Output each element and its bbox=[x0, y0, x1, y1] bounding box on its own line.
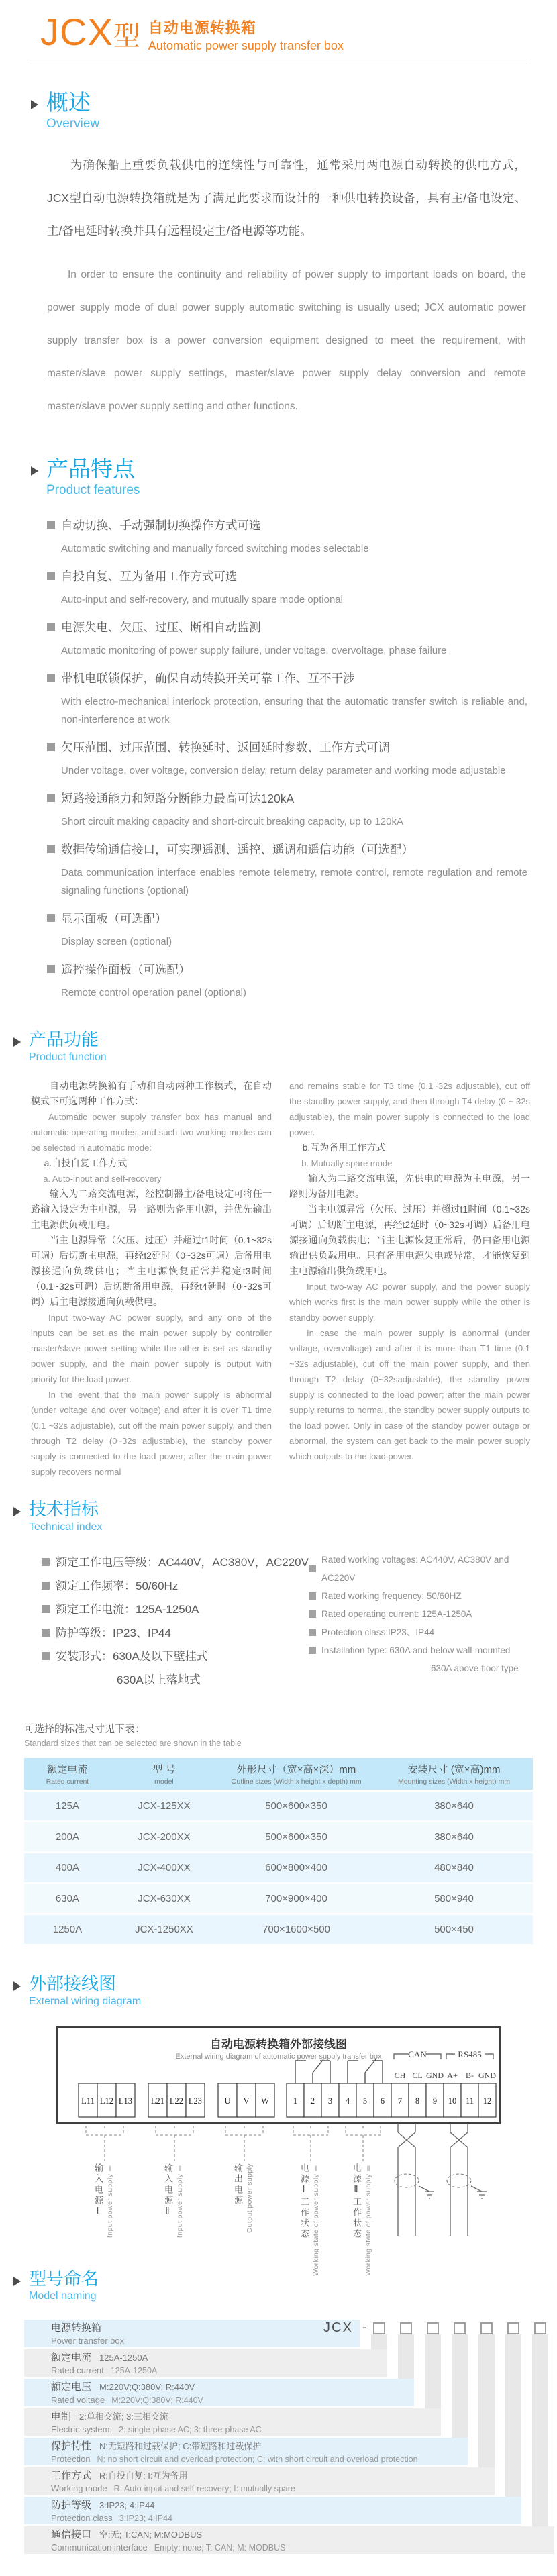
overview-title-en: Overview bbox=[46, 116, 100, 131]
feature-text-en: Automatic switching and manually forced switching modes selectable bbox=[61, 542, 369, 554]
section-arrow-icon bbox=[13, 1037, 21, 1047]
function-column-left bbox=[31, 1078, 272, 1480]
feature-item-cn bbox=[47, 739, 527, 756]
standard-sizes-table bbox=[24, 1756, 533, 1946]
square-bullet-icon bbox=[42, 1582, 50, 1590]
ladder-strip bbox=[371, 2334, 387, 2349]
feature-text-cn: 欠压范围、过压范围、转换延时、返回延时参数、工作方式可调 bbox=[61, 740, 390, 754]
product-title-cn: 自动电源转换箱 bbox=[148, 19, 256, 36]
square-bullet-icon bbox=[47, 914, 55, 922]
square-bullet-icon bbox=[309, 1592, 316, 1600]
feature-item-cn bbox=[47, 568, 527, 584]
section-arrow-icon bbox=[31, 100, 38, 109]
tech-item-en-continued: 630A above floor type bbox=[431, 1663, 519, 1673]
table-row: 400A JCX-400XX 600×800×400 480×840 bbox=[24, 1853, 533, 1882]
group-label-en: Output power supply bbox=[246, 2163, 254, 2233]
ladder-strip bbox=[505, 2334, 521, 2497]
naming-row: 电源转换箱 Power transfer box bbox=[24, 2320, 360, 2347]
tech-item-en: Protection class:IP23、IP44 bbox=[309, 1623, 540, 1641]
ladder-strip bbox=[425, 2334, 441, 2408]
square-bullet-icon bbox=[309, 1629, 316, 1636]
terminal-label: 7 bbox=[397, 2096, 403, 2106]
group-label-en: Input power supply Ⅱ bbox=[176, 2163, 184, 2238]
naming-code-box bbox=[534, 2322, 546, 2334]
function-paragraph: In the event that the main power supply is abnormal (under voltage and over voltage) and after it is over T1 time (0.1 ~32s adjustable), cut off the main power supply, and then through T2 delay (0~32s adjustable), the standby power supply is connected to the load power; after the main power supply recovers normal bbox=[31, 1389, 272, 1477]
function-column-right bbox=[289, 1078, 530, 1480]
tech-title-cn: 技术指标 bbox=[29, 1498, 99, 1519]
tech-item-cn: 额定工作电流：125A-1250A bbox=[42, 1598, 309, 1621]
features-title-en: Product features bbox=[46, 482, 140, 497]
naming-row: 电制 2:单相交流; 3:三相交流 Electric system: 2: single-phase AC; 3: three-phase AC bbox=[24, 2408, 441, 2436]
overview-paragraph-cn: 为确保船上重要负载供电的连续性与可靠性，通常采用两电源自动转换的供电方式，JCX型自动电源转换箱就是为了满足此要求而设计的一种供电转换设备，具有主/备电设定、主/备电延时转换并具有远程设定主/备电源等功能。 bbox=[47, 158, 526, 238]
naming-row: 额定电流 125A-1250A Rated current 125A-1250A bbox=[24, 2349, 387, 2377]
terminal-label: 5 bbox=[362, 2096, 368, 2106]
naming-dash: - bbox=[362, 2320, 366, 2334]
feature-item-cn bbox=[47, 910, 527, 927]
group-label-cn: 电源Ⅱ工作状态 bbox=[352, 2163, 362, 2240]
function-paragraph: Input two-way AC power supply, and any one of the inputs can be set as the main power supply by controller master/slave power setting while the other is set as standby power supply, and the main power supply is output with priority for the load power. bbox=[31, 1312, 272, 1384]
wiring-title-en: External wiring diagram bbox=[29, 1995, 142, 2007]
wiring-box-title-en: External wiring diagram of automatic power supply transfer box bbox=[175, 2052, 382, 2061]
terminal-label: 2 bbox=[310, 2096, 315, 2106]
function-paragraph: 当主电源异常（欠压、过压）并超过t1时间（0.1~32s可调）后切断主电源，再经t2延时（0~32s可调）后备用电源接通向负载供电；当主电源恢复正常后，仍由备用电源输出供负载用电。只有备用电源失电或异常，才能恢复到主电源输出供负载用电。 bbox=[289, 1203, 530, 1276]
feature-item-cn bbox=[47, 670, 527, 686]
table-header-row bbox=[24, 1758, 533, 1790]
naming-row: 额定电压 M:220V;Q:380V; R:440V Rated voltage M:220V;Q:380V; R:440V bbox=[24, 2379, 414, 2406]
feature-item-cn bbox=[47, 517, 527, 533]
tech-item-cn: 额定工作电压等级：AC440V，AC380V，AC220V bbox=[42, 1551, 309, 1574]
feature-text-en: Auto-input and self-recovery, and mutually spare mode optional bbox=[61, 593, 343, 605]
group-label-cn: 输出电源 bbox=[233, 2163, 243, 2206]
naming-title-en: Model naming bbox=[29, 2290, 97, 2302]
naming-prefix: JCX bbox=[323, 2320, 353, 2336]
naming-code-box bbox=[507, 2322, 519, 2334]
function-columns bbox=[31, 1078, 530, 1480]
pin-label: GND bbox=[426, 2070, 444, 2080]
product-model bbox=[40, 13, 140, 51]
tech-column-en bbox=[309, 1551, 540, 1692]
feature-item-cn bbox=[47, 841, 527, 858]
function-mode-b-en: b. Mutually spare mode bbox=[301, 1157, 393, 1168]
product-titles bbox=[148, 13, 344, 53]
square-bullet-icon bbox=[47, 965, 55, 973]
square-bullet-icon bbox=[47, 845, 55, 853]
brand-header bbox=[0, 0, 557, 53]
function-title-cn: 产品功能 bbox=[29, 1029, 99, 1049]
tech-columns bbox=[42, 1551, 540, 1692]
function-paragraph: 输入为二路交流电源，先供电的电源为主电源，另一路则为备用电源。 bbox=[289, 1172, 530, 1199]
relay-contact-icon bbox=[295, 2059, 330, 2083]
section-arrow-icon bbox=[13, 1507, 21, 1516]
pin-label: GND bbox=[478, 2070, 496, 2080]
group-label-en: Working state of power supply Ⅰ bbox=[312, 2163, 320, 2276]
function-mode-a-en: a. Auto-input and self-recovery bbox=[43, 1173, 162, 1184]
feature-text-cn: 带机电联锁保护，确保自动转换开关可靠工作、互不干涉 bbox=[61, 671, 355, 685]
function-paragraph: Automatic power supply transfer box has manual and automatic operating modes, and such two working modes can be selected in automatic mode: bbox=[31, 1111, 272, 1153]
table-row: 200A JCX-200XX 500×600×350 380×640 bbox=[24, 1822, 533, 1851]
tech-item-cn: 安装形式：630A及以下壁挂式 bbox=[42, 1645, 309, 1668]
feature-text-cn: 显示面板（可选配） bbox=[61, 911, 167, 925]
terminal-label: 6 bbox=[380, 2096, 385, 2106]
feature-text-en: Data communication interface enables remote telemetry, remote control, remote regulation and remote signaling functions (optional) bbox=[61, 866, 527, 896]
pin-label: CH bbox=[394, 2070, 406, 2080]
terminal-label: W bbox=[261, 2096, 269, 2106]
table-header-model: 型 号 model bbox=[111, 1758, 217, 1790]
square-bullet-icon bbox=[47, 623, 55, 631]
terminal-label: 12 bbox=[483, 2096, 492, 2106]
function-mode-a-cn: a.自投自复工作方式 bbox=[44, 1157, 128, 1168]
tech-item-cn: 额定工作频率：50/60Hz bbox=[42, 1574, 309, 1598]
naming-row: 保护特性 N:无短路和过载保护; C:带短路和过载保护 Protection N: no short circuit and overload protection; C: with short circuit and overload protection bbox=[24, 2438, 468, 2465]
group-label-cn: 电源Ⅰ工作状态 bbox=[299, 2163, 309, 2240]
function-paragraph: 当主电源异常（欠压、过压）并超过t1时间（0.1~32s可调）后切断主电源，再经t2延时（0~32s可调）后备用电源接通向负载供电；当主电源恢复正常并稳定t3时间（0.1~32s可调）后切断备用电源，再经t4延时（0~32s可调）后主电源接通向负载供电。 bbox=[31, 1234, 272, 1307]
feature-text-en: Automatic monitoring of power supply failure, under voltage, overvoltage, phase failure bbox=[61, 644, 447, 656]
square-bullet-icon bbox=[309, 1565, 316, 1572]
wiring-title-cn: 外部接线图 bbox=[29, 1973, 117, 1994]
product-title-en: Automatic power supply transfer box bbox=[148, 39, 344, 52]
feature-text-en: Under voltage, over voltage, conversion delay, return delay parameter and working mode adjustable bbox=[61, 764, 506, 776]
feature-list bbox=[47, 517, 527, 1002]
wiring-diagram-box bbox=[56, 2026, 501, 2124]
wiring-annotations bbox=[56, 2124, 501, 2276]
square-bullet-icon bbox=[42, 1558, 50, 1566]
pin-label: A+ bbox=[447, 2070, 458, 2080]
naming-row: 工作方式 R:自投自复; I:互为备用 Working mode R: Auto-input and self-recovery; I: mutually spare bbox=[24, 2467, 495, 2495]
function-paragraph: 自动电源转换箱有手动和自动两种工作模式，在自动模式下可选两种工作方式： bbox=[31, 1080, 272, 1106]
naming-code-box bbox=[400, 2322, 412, 2334]
section-arrow-icon bbox=[13, 1981, 21, 1991]
section-tech-header bbox=[0, 1500, 557, 1533]
function-paragraph: In case the main power supply is abnormal (under voltage, overvoltage) and after it is more than T1 time (0.1 ~32s adjustable), cut off the main power supply, and then through T2 delay (0~32sadjustable), the standby power supply is connected to the load power; after the main power supply returns to normal, the standby power supply outputs to the load power. Only in case of the standby power outage or abnormal, the system can get back to the main power supply which outputs to the load power. bbox=[289, 1327, 530, 1461]
group-label-en: Input power supply Ⅰ bbox=[106, 2163, 114, 2238]
section-wiring-header bbox=[0, 1974, 557, 2008]
terminal-label: L23 bbox=[188, 2096, 203, 2106]
table-header-outline-sizes: 外形尺寸（宽×高×深）mm Outline sizes (Width x height x depth) mm bbox=[217, 1758, 375, 1790]
wiring-box-title-cn: 自动电源转换箱外部接线图 bbox=[210, 2037, 347, 2051]
naming-code-box bbox=[480, 2322, 493, 2334]
terminal-label: L22 bbox=[169, 2096, 184, 2106]
function-mode-b-cn: b.互为备用工作方式 bbox=[302, 1141, 386, 1153]
features-title-cn: 产品特点 bbox=[46, 456, 135, 481]
table-row: 125A JCX-125XX 500×600×350 380×640 bbox=[24, 1792, 533, 1820]
feature-text-cn: 自动切换、手动强制切换操作方式可选 bbox=[61, 518, 261, 532]
overview-title-cn: 概述 bbox=[46, 90, 91, 115]
section-arrow-icon bbox=[13, 2277, 21, 2286]
table-header-mounting-sizes: 安装尺寸 (宽×高)mm Mounting sizes (Width x height) mm bbox=[375, 1758, 533, 1790]
tech-column-cn bbox=[42, 1551, 309, 1692]
terminal-label: 3 bbox=[327, 2096, 333, 2106]
feature-text-en: Remote control operation panel (optional) bbox=[61, 986, 246, 998]
square-bullet-icon bbox=[47, 521, 55, 529]
naming-code-box bbox=[454, 2322, 466, 2334]
feature-text-en: Short circuit making capacity and short-circuit breaking capacity, up to 120kA bbox=[61, 815, 403, 827]
terminal-label: 1 bbox=[293, 2096, 298, 2106]
feature-text-en: With electro-mechanical interlock protection, ensuring that the automatic transfer switch is reliable and, non-interference at work bbox=[61, 695, 527, 725]
square-bullet-icon bbox=[42, 1629, 50, 1637]
feature-text-cn: 电源失电、欠压、过压、断相自动监测 bbox=[61, 620, 261, 634]
group-label-cn: 输入电源Ⅰ bbox=[93, 2163, 103, 2218]
feature-text-cn: 数据传输通信接口，可实现遥测、遥控、遥调和遥信功能（可选配） bbox=[61, 842, 413, 856]
section-overview-header bbox=[0, 90, 557, 132]
group-bracket-icons bbox=[86, 2126, 381, 2162]
sizes-note-cn: 可选择的标准尺寸见下表： bbox=[24, 1722, 146, 1735]
section-features-header bbox=[0, 456, 557, 498]
function-paragraph: and remains stable for T3 time (0.1~32s adjustable), cut off the standby power supply, and then through T4 delay (0 ~ 32s adjustable), the main power supply is connected to the load power. bbox=[289, 1080, 530, 1137]
function-paragraph: Input two-way AC power supply, and the power supply which works first is the main power supply while the other is standby power supply. bbox=[289, 1281, 530, 1323]
naming-row: 通信接口 空:无; T:CAN; M:MODBUS Communication interface Empty: none; T: CAN; M: MODBUS bbox=[24, 2526, 554, 2554]
square-bullet-icon bbox=[47, 674, 55, 682]
function-title-en: Product function bbox=[29, 1051, 107, 1063]
square-bullet-icon bbox=[309, 1647, 316, 1654]
terminal-label: 11 bbox=[465, 2096, 474, 2106]
sizes-note-en: Standard sizes that can be selected are shown in the table bbox=[24, 1738, 242, 1748]
wiring-diagram bbox=[56, 2026, 501, 2276]
feature-text-en: Display screen (optional) bbox=[61, 935, 172, 947]
naming-code-box bbox=[427, 2322, 439, 2334]
tech-item-cn-continued: 630A以上落地式 bbox=[117, 1673, 201, 1686]
group-label-en: Working state of power supply Ⅱ bbox=[364, 2163, 372, 2276]
pin-label: CL bbox=[412, 2070, 423, 2080]
terminal-label: V bbox=[243, 2096, 250, 2106]
section-function-header bbox=[0, 1030, 557, 1064]
feature-text-cn: 遥控操作面板（可选配） bbox=[61, 962, 191, 976]
feature-text-cn: 短路接通能力和短路分断能力最高可达120kA bbox=[61, 791, 295, 805]
tech-title-en: Technical index bbox=[29, 1521, 103, 1533]
terminal-label: 4 bbox=[345, 2096, 350, 2106]
terminal-label: L21 bbox=[150, 2096, 165, 2106]
group-label-cn: 输入电源Ⅱ bbox=[163, 2163, 173, 2218]
pin-label: B- bbox=[466, 2070, 474, 2080]
tech-item-cn: 防护等级：IP23、IP44 bbox=[42, 1621, 309, 1645]
square-bullet-icon bbox=[42, 1605, 50, 1613]
terminal-label: 8 bbox=[415, 2096, 420, 2106]
terminal-label: 10 bbox=[448, 2096, 457, 2106]
terminal-label: U bbox=[224, 2096, 231, 2106]
terminal-label: L11 bbox=[81, 2096, 95, 2106]
feature-text-cn: 自投自复、互为备用工作方式可选 bbox=[61, 569, 238, 583]
square-bullet-icon bbox=[42, 1652, 50, 1660]
terminal-label: L13 bbox=[118, 2096, 133, 2106]
model-naming-ladder bbox=[24, 2320, 554, 2556]
feature-item-cn bbox=[47, 961, 527, 978]
table-row: 630A JCX-630XX 700×900×400 580×940 bbox=[24, 1884, 533, 1913]
tech-item-en: Rated operating current: 125A-1250A bbox=[309, 1605, 540, 1623]
square-bullet-icon bbox=[47, 572, 55, 580]
section-arrow-icon bbox=[31, 466, 38, 476]
model-cn-suffix: 型 bbox=[113, 21, 140, 51]
overview-paragraph-en: In order to ensure the continuity and reliability of power supply to important loads on board, the power supply mode of dual power supply automatic switching is usually used; JCX automatic power supply transfer box is a power conversion equipment designed to meet the requirement, with master/slave power supply settings, master/slave power supply delay conversion and remote master/slave power supply setting and other functions. bbox=[47, 268, 526, 412]
square-bullet-icon bbox=[309, 1610, 316, 1618]
tech-item-en: Rated working frequency: 50/60HZ bbox=[309, 1587, 540, 1605]
naming-code-box bbox=[373, 2322, 385, 2334]
function-paragraph: 输入为二路交流电源，经控制器主/备电设定可将任一路输入设定为主电源，另一路则为备用电源，并优先输出主电源供负载用电。 bbox=[31, 1188, 272, 1230]
terminal-label: L12 bbox=[99, 2096, 114, 2106]
terminal-group-label bbox=[232, 2163, 308, 2233]
terminal-group-label bbox=[350, 2163, 487, 2276]
feature-item-cn bbox=[47, 790, 527, 807]
relay-contact-icon bbox=[348, 2059, 383, 2083]
naming-title-cn: 型号命名 bbox=[29, 2268, 99, 2289]
ladder-strip bbox=[532, 2334, 548, 2526]
ladder-strip bbox=[478, 2334, 495, 2467]
tech-item-en: Installation type: 630A and below wall-mounted bbox=[309, 1641, 540, 1659]
can-bus-label: CAN bbox=[408, 2049, 427, 2059]
table-row: 1250A JCX-1250XX 700×1600×500 500×450 bbox=[24, 1915, 533, 1944]
table-header-rated-current: 额定电流 Rated current bbox=[24, 1758, 111, 1790]
model-latin: JCX bbox=[40, 11, 113, 53]
rs485-bus-label: RS485 bbox=[458, 2049, 482, 2059]
ladder-strip bbox=[398, 2334, 414, 2379]
naming-row: 防护等级 3:IP23; 4:IP44 Protection class 3:IP23; 4:IP44 bbox=[24, 2497, 521, 2524]
square-bullet-icon bbox=[47, 794, 55, 802]
tech-item-en: Rated working voltages: AC440V, AC380V and AC220V bbox=[309, 1551, 540, 1587]
ladder-strip bbox=[452, 2334, 468, 2438]
feature-item-cn bbox=[47, 619, 527, 635]
terminal-label: 9 bbox=[432, 2096, 438, 2106]
square-bullet-icon bbox=[47, 743, 55, 751]
